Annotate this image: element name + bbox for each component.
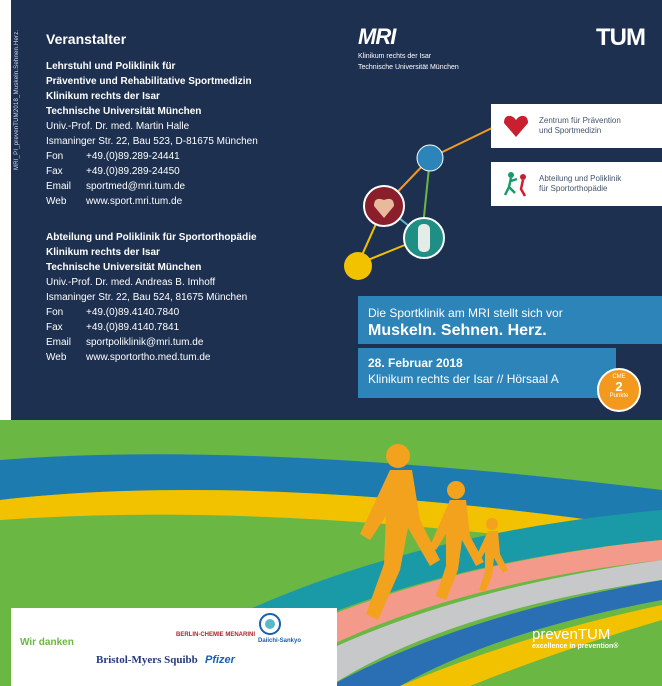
org2-line: Abteilung und Poliklinik für Sportorthopädie [46,232,257,243]
email-link[interactable]: sportpoliklinik@mri.tum.de [86,337,204,348]
web-link[interactable]: www.sport.mri.tum.de [86,196,183,207]
card-sportortho [491,162,662,206]
org1-line: Technische Universität München [46,106,202,117]
cme-unit: Punkte [609,393,629,399]
card-text: Abteilung und Poliklinik [539,174,622,183]
sponsor-berlin-chemie: BERLIN-CHEMIE MENARINI [176,632,255,638]
org2-line: Klinikum rechts der Isar [46,247,160,258]
sponsor-bms: Bristol-Myers Squibb [96,654,198,666]
label: Fon [46,151,64,162]
org2-person: Univ.-Prof. Dr. med. Andreas B. Imhoff [46,277,216,288]
label: Email [46,181,72,192]
label: Web [46,352,67,363]
preventum-tagline: excellence in prevention® [532,643,619,650]
cme-badge [597,368,641,412]
sponsor-pfizer: Pfizer [205,654,235,666]
org2-fon [46,305,257,320]
mri-sub: Klinikum rechts der Isar [358,53,432,60]
heart-logo-icon [501,111,531,141]
email-link[interactable]: sportmed@mri.tum.de [86,181,186,192]
side-code: MRI_PI_prevenTUM2018_Muskeln.Sehnen.Herz. [14,29,20,170]
org1-line: Lehrstuhl und Poliklinik für [46,61,176,72]
organizer-title: Veranstalter [46,31,127,47]
value: +49.(0)89.289-24441 [86,151,180,162]
event-venue: Klinikum rechts der Isar // Hörsaal A [368,372,559,386]
event-intro: Die Sportklinik am MRI stellt sich vor [368,306,563,320]
card-text: und Sportmedizin [539,126,602,135]
event-headline: Muskeln. Sehnen. Herz. [368,322,547,339]
org1-fon [46,149,258,164]
thanks-label: Wir danken [20,637,74,648]
card-praevention [491,104,662,148]
card-text: Zentrum für Prävention [539,116,621,125]
label: Fax [46,166,63,177]
event-band [358,296,662,344]
org2-web [46,350,257,365]
label: Web [46,196,67,207]
cme-points: 2 [615,379,623,394]
preventum-logo [532,626,618,650]
network-node-blue [417,145,443,171]
org2-block [46,230,257,365]
network-node-yellow [344,252,372,280]
org2-fax [46,320,257,335]
sponsor-daiichi: Daiichi-Sankyo [258,638,302,644]
org1-line: Klinikum rechts der Isar [46,91,160,102]
org1-address: Ismaninger Str. 22, Bau 523, D-81675 München [46,136,258,147]
label: Fax [46,322,63,333]
cme-label: CME [612,374,626,380]
date-band [358,348,616,398]
sponsor-emblem-icon [258,612,282,636]
org1-email [46,179,258,194]
knee-icon [418,224,430,252]
org1-person: Univ.-Prof. Dr. med. Martin Halle [46,121,190,132]
value: +49.(0)89.4140.7841 [86,322,180,333]
mri-wordmark: MRI [358,24,396,49]
org2-address: Ismaninger Str. 22, Bau 524, 81675 München [46,292,248,303]
tum-logo: TUM [596,24,645,51]
organizer-block [46,32,258,209]
label: Email [46,337,72,348]
org1-line: Präventive und Rehabilitative Sportmedizin [46,76,252,87]
web-link[interactable]: www.sportortho.med.tum.de [86,352,211,363]
org1-fax [46,164,258,179]
org2-email [46,335,257,350]
value: +49.(0)89.4140.7840 [86,307,180,318]
mri-logo [358,24,459,72]
org1-web [46,194,258,209]
org2-line: Technische Universität München [46,262,202,273]
preventum-name: prevenTUM [532,626,611,643]
card-text: für Sportorthopädie [539,184,608,193]
event-date: 28. Februar 2018 [368,356,463,370]
value: +49.(0)89.289-24450 [86,166,180,177]
mri-sub: Technische Universität München [358,64,459,71]
athletes-logo-icon [501,169,531,199]
label: Fon [46,307,64,318]
network-graphic [330,120,510,290]
